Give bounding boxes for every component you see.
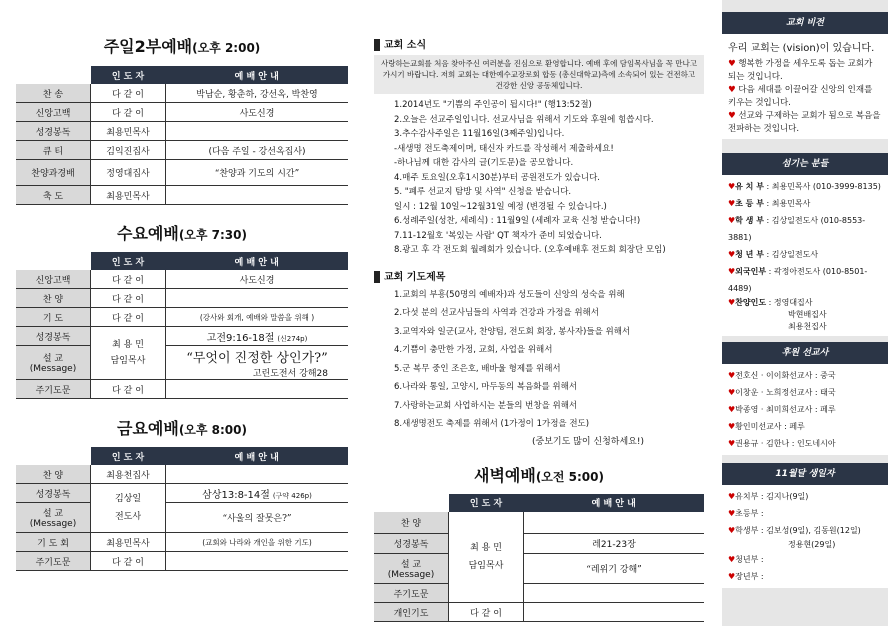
table-row: 찬 양 최 용 민 담임목사 — [374, 512, 704, 534]
missionaries-body: ♥전호신 · 이이화선교사 : 중국 ♥이창운 · 노희정선교사 : 태국 ♥박종영 · 최미희선교사 : 페루 ♥황인미선교사 : 페루 ♥권용규 · 김한나 : 인도네시아 — [722, 364, 888, 455]
table-row: 설 교 (Message) “무엇이 진정한 상인가?” 고린도전서 강해28 — [16, 346, 348, 380]
table-row: 기 도 다 같 이 (강사와 회개, 예배와 말씀을 위해 ) — [16, 308, 348, 327]
prayer-list — [374, 286, 704, 434]
table-row: 찬 양 최용천집사 — [16, 465, 348, 484]
missionaries-heading: 후원 선교사 — [722, 342, 888, 364]
table-row: 개인기도 다 같 이 — [374, 603, 704, 622]
heart-icon: ♥ — [728, 182, 736, 191]
heart-icon: ♥ — [728, 422, 736, 431]
news-list — [374, 98, 704, 258]
wednesday-table: 인 도 자 예 배 안 내 신앙고백 다 같 이 사도신경 찬 양 다 같 이 기 도 다 같 이 (강사와 회개, 예배와 말씀을 위해 ) 성경봉독 최 용 민 담임목사 고전9:16-18절 (신274p) 설 교 (Message) “무엇이 진정한 상인가?” 고린도전서 강해28 주기도문 다 같 이 — [16, 252, 348, 399]
col-info: 예 배 안 내 — [166, 66, 349, 84]
heart-icon: ♥ — [728, 526, 736, 535]
wednesday-title: 수요예배(오후 7:30) — [116, 224, 247, 243]
ministry-body: ♥유 치 부 : 최용민목사 (010-3999-8135) ♥초 등 부 : 최용민목사 ♥학 생 부 : 김상일전도사 (010-8553-3881) ♥청 년 부 : 김상일전도사 ♥외국인부 : 곽정아전도사 (010-8501-4489) ♥찬양인도 : 정영대집사 박현배집사 최용천집사 — [722, 175, 888, 336]
heart-icon: ♥ — [728, 555, 736, 564]
heart-icon: ♥ — [728, 250, 736, 259]
prayer-heading: 교회 기도제목 — [374, 268, 704, 283]
list-item: 일시 : 12월 10일~12월31일 예정 (변경될 수 있습니다.) — [394, 201, 607, 212]
list-item: 7.사랑하는교회 사업하시는 분들의 번창을 위해서 — [394, 400, 578, 411]
birthdays-heading: 11월달 생일자 — [722, 463, 888, 485]
table-row: 축 도 최용민목사 — [16, 186, 348, 205]
table-row: 찬 양 다 같 이 — [16, 289, 348, 308]
heart-icon: ♥ — [728, 371, 736, 380]
vision-body: 우리 교회는 (vision)이 있습니다. ♥ 행복한 가정을 세우도록 돕는 교회가 되는 것입니다. ♥ 다음 세대를 이끌어갈 신앙의 인재를 키우는 것입니다. ♥ 선교와 구제하는 교회가 됨으로 복음을 전파하는 것입니다. — [722, 34, 888, 139]
prayer-closing: (중보기도 많이 신청하세요!) — [532, 436, 644, 447]
table-row: 성경봉독 최용민목사 — [16, 122, 348, 141]
table-row: 큐 티 김익진집사 (다음 주일 - 강선옥집사) — [16, 141, 348, 160]
heart-icon: ♥ — [728, 572, 736, 581]
col-leader: 인 도 자 — [91, 66, 166, 84]
list-item: 4.매주 토요일(오후1시30분)부터 공원전도가 있습니다. — [394, 172, 600, 183]
table-row: 설 교 (Message) “사울의 잘못은?” — [16, 503, 348, 533]
list-item: 7.11-12월호 '복있는 사람' QT 책자가 준비 되었습니다. — [394, 230, 602, 241]
heart-icon: ♥ — [728, 85, 736, 95]
list-item: 5.군 복무 중인 조은호, 배바울 형제를 위해서 — [394, 363, 561, 374]
table-row: 성경봉독 레21-23장 — [374, 534, 704, 554]
heart-icon: ♥ — [728, 59, 736, 69]
heart-icon: ♥ — [728, 388, 736, 397]
sunday-title: 주일2부예배(오후 2:00) — [103, 37, 261, 56]
table-row: 찬 송 다 같 이 박남순, 황춘하, 강선옥, 박찬영 — [16, 84, 348, 103]
list-item: 6.나라와 통일, 고양시, 마두동의 복음화를 위해서 — [394, 382, 578, 392]
heart-icon: ♥ — [728, 199, 736, 208]
heart-icon: ♥ — [728, 216, 736, 225]
list-item: 8.광고 후 각 전도회 월례회가 있습니다. (오후예배후 전도회 회장단 모임) — [394, 245, 666, 255]
birthdays-body: ♥유치부 : 김지나(9일) ♥초등부 : ♥학생부 : 김보성(9일), 김동원(12일) 정용현(29일) ♥청년부 : ♥장년부 : — [722, 485, 888, 588]
list-item: 3.교역자와 일군(교사, 찬양팀, 전도회 회장, 봉사자)들을 위해서 — [394, 326, 631, 337]
table-row: 기 도 회 최용민목사 (교회와 나라와 개인을 위한 기도) — [16, 533, 348, 552]
ministry-heading: 섬기는 분들 — [722, 153, 888, 175]
dawn-title: 새벽예배(오전 5:00) — [473, 465, 604, 485]
list-item: 5. "폐루 선교지 탐방 및 사역" 신청을 받습니다. — [394, 187, 572, 197]
news-heading: 교회 소식 — [374, 36, 704, 51]
list-item: 8.새생명전도 축제를 위해서 (1가정이 1가정을 전도) — [394, 419, 590, 429]
table-row: 찬양과경배 정영대집사 “찬양과 기도의 시간” — [16, 160, 348, 186]
list-item: 1.교회의 부흥(50명의 예배자)과 성도들이 신앙의 성숙을 위해 — [394, 289, 625, 300]
vision-heading: 교회 비전 — [722, 12, 888, 34]
list-item: 2.오늘은 선교주일입니다. 선교사님을 위해서 기도와 후원에 힘씁시다. — [394, 114, 654, 125]
heart-icon: ♥ — [728, 492, 736, 501]
dawn-table: 인 도 자 예 배 안 내 찬 양 최 용 민 담임목사 성경봉독 레21-23장 설 교 (Message) “레위기 강해” 주기도문 개인기도 다 같 이 — [374, 494, 704, 623]
list-item: -새생명 전도축제이며, 태신자 카드를 작성해서 제출하세요! — [394, 143, 614, 154]
heart-icon: ♥ — [728, 405, 736, 414]
table-row: 설 교 (Message) “레위기 강해” — [374, 554, 704, 584]
list-item: 3.추수감사주일은 11월16일(3째주일)입니다. — [394, 129, 565, 139]
list-item: 1.2014년도 "기쁨의 주인공이 됩시다!" (행13:52절) — [394, 100, 592, 110]
table-row: 주기도문 다 같 이 — [16, 380, 348, 399]
list-item: 6.성례주일(성찬, 세례식) : 11월9일 (세례자 교육 신청 받습니다!) — [394, 216, 641, 226]
welcome-notice: 사랑하는교회를 처음 찾아주신 여러분을 진심으로 환영합니다. 예배 후에 담임목사님을 꼭 만나고 가시기 바랍니다. 저희 교회는 대한예수교장로회 합동 (총신대학교)측에 소속되어 있는 건전하고 건강한 신앙 공동체입니다. — [374, 55, 704, 94]
heart-icon: ♥ — [728, 111, 736, 121]
table-row: 주기도문 다 같 이 — [16, 552, 348, 571]
heart-icon: ♥ — [728, 509, 736, 518]
list-item: 4.기쁨이 충만한 가정, 교회, 사업을 위해서 — [394, 345, 553, 355]
friday-table: 인 도 자 예 배 안 내 찬 양 최용천집사 성경봉독 김상일 전도사 삼상13:8-14절 (구약 426p) 설 교 (Message) “사울의 잘못은?” 기 도 회 최용민목사 (교회와 나라와 개인을 위한 기도) 주기도문 다 같 이 — [16, 447, 348, 571]
sunday-table — [16, 66, 348, 205]
list-item: 2.다섯 분의 선교사님들의 사역과 건강과 가정을 위해서 — [394, 308, 599, 318]
table-row: 성경봉독 최 용 민 담임목사 고전9:16-18절 (신274p) — [16, 327, 348, 346]
heart-icon: ♥ — [728, 267, 736, 276]
table-row: 주기도문 — [374, 584, 704, 603]
table-row: 신앙고백 다 같 이 사도신경 — [16, 103, 348, 122]
friday-title: 금요예배(오후 8:00) — [116, 419, 247, 438]
list-item: -하나님께 대한 감사의 글(기도문)을 공모합니다. — [394, 158, 574, 168]
heart-icon: ♥ — [728, 439, 736, 448]
table-row: 성경봉독 김상일 전도사 삼상13:8-14절 (구약 426p) — [16, 484, 348, 503]
table-row: 신앙고백 다 같 이 사도신경 — [16, 270, 348, 289]
heart-icon: ♥ — [728, 298, 736, 307]
